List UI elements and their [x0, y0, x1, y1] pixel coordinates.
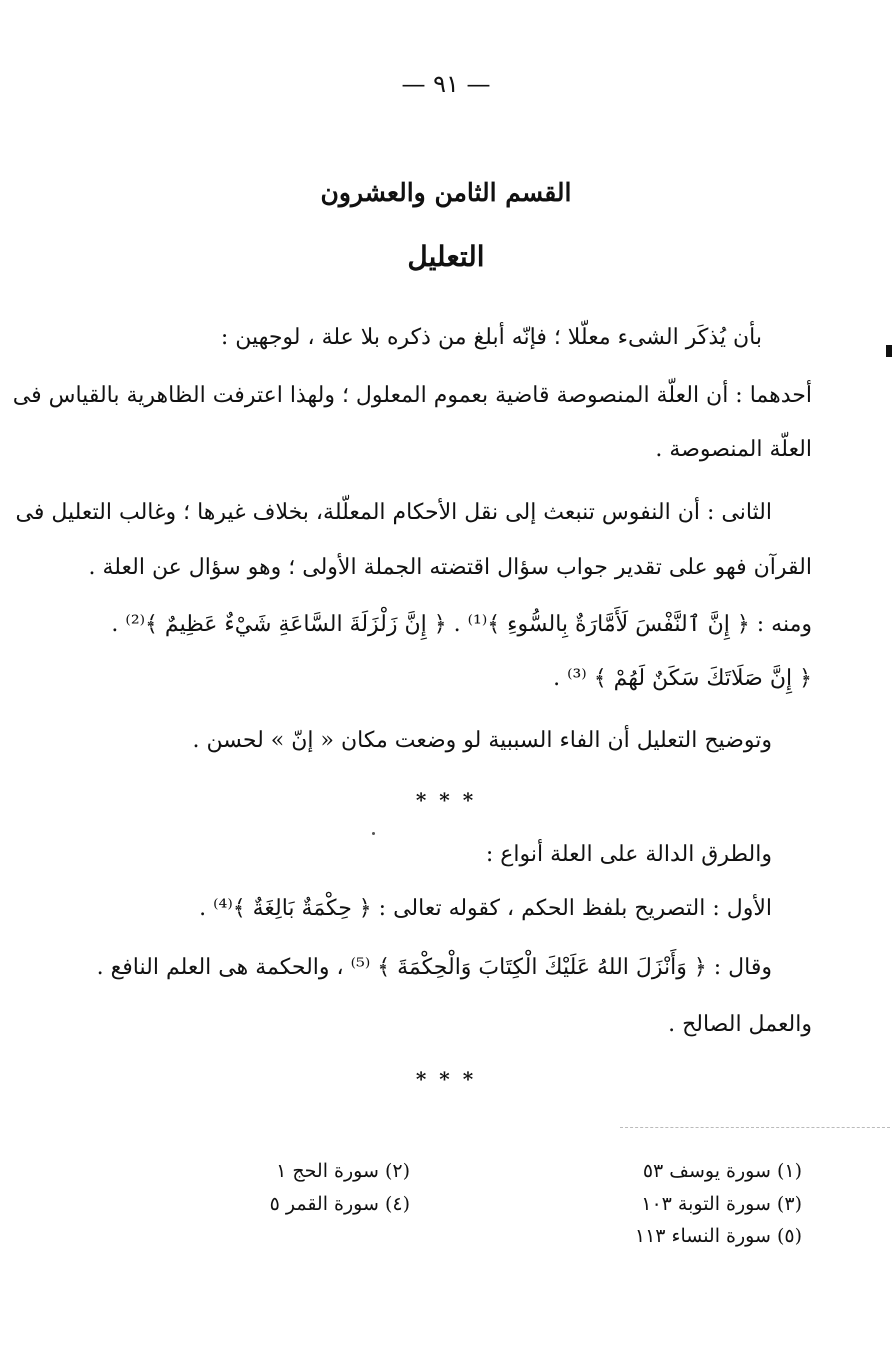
body-line: والطرق الدالة على العلة أنواع :: [485, 842, 772, 867]
body-line: القرآن فهو على تقدير جواب سؤال اقتضته الجملة الأولى ؛ وهو سؤال عن العلة .: [88, 555, 812, 580]
body-line: والعمل الصالح .: [668, 1012, 812, 1037]
footnote: (٣) سورة التوبة ١٠٣: [641, 1193, 802, 1215]
footnote-divider: [620, 1127, 890, 1128]
ink-speck: [372, 832, 375, 835]
quran-verse-line: ومنه : ﴿ إِنَّ ٱلنَّفْسَ لَأَمَّارَةٌ بِالسُّوءِ ﴾⁽¹⁾ . ﴿ إِنَّ زَلْزَلَةَ السَّاعَةِ شَيْءٌ عَظِيمٌ ﴾⁽²⁾ .: [111, 612, 812, 637]
body-line: وتوضيح التعليل أن الفاء السببية لو وضعت مكان « إنّ » لحسن .: [192, 728, 772, 753]
body-line: وقال : ﴿ وَأَنْزَلَ اللهُ عَلَيْكَ الْكِتَابَ وَالْحِكْمَةَ ﴾ ⁽⁵⁾ ، والحكمة هى العلم النافع .: [96, 955, 772, 980]
body-line: العلّة المنصوصة .: [655, 437, 812, 462]
page-number: — ٩١ —: [401, 70, 491, 98]
chapter-title: التعليل: [407, 240, 485, 273]
body-line: الأول : التصريح بلفظ الحكم ، كقوله تعالى : ﴿ حِكْمَةٌ بَالِغَةٌ ﴾⁽⁴⁾ .: [199, 896, 772, 921]
section-title: القسم الثامن والعشرون: [320, 178, 572, 207]
body-line: أحدهما : أن العلّة المنصوصة قاضية بعموم المعلول ؛ ولهذا اعترفت الظاهرية بالقياس فى: [12, 383, 812, 408]
footnote: (٥) سورة النساء ١١٣: [634, 1225, 802, 1247]
body-line: الثانى : أن النفوس تنبعث إلى نقل الأحكام المعلّلة، بخلاف غيرها ؛ وغالب التعليل فى: [15, 500, 772, 525]
quran-verse-line: ﴿ إِنَّ صَلَاتَكَ سَكَنٌ لَهُمْ ﴾ ⁽³⁾ .: [553, 666, 812, 691]
section-separator: * * *: [415, 788, 477, 812]
footnote: (٢) سورة الحج ١: [276, 1160, 410, 1182]
margin-mark: [886, 345, 892, 357]
footnote: (١) سورة يوسف ٥٣: [642, 1160, 802, 1182]
body-line: بأن يُذكَر الشىء معلّلا ؛ فإنّه أبلغ من ذكره بلا علة ، لوجهين :: [220, 325, 762, 350]
footnote: (٤) سورة القمر ٥: [269, 1193, 410, 1215]
section-separator: * * *: [415, 1067, 477, 1091]
